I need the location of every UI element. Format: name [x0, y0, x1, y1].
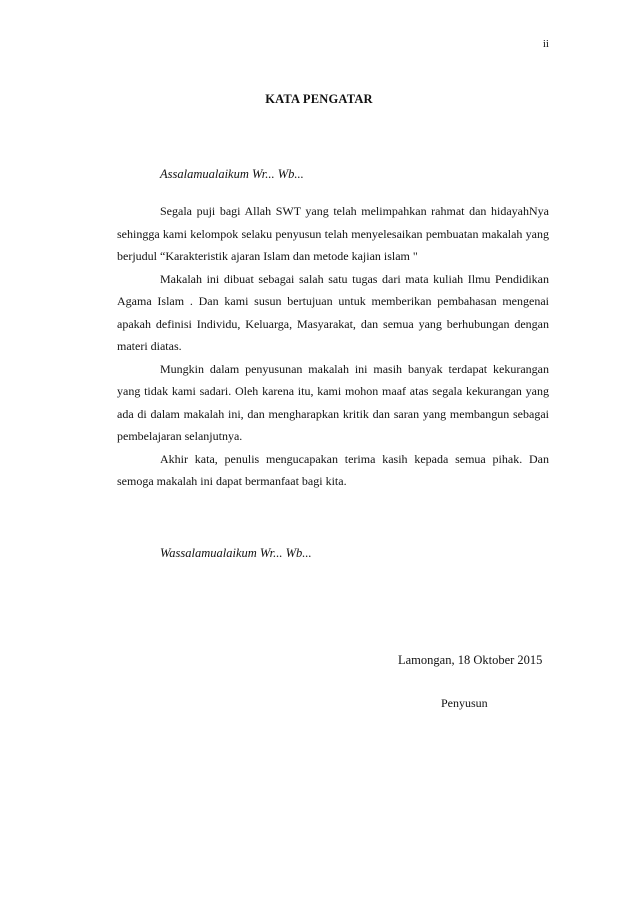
- signer-label: Penyusun: [441, 696, 488, 710]
- place-date: Lamongan, 18 Oktober 2015: [398, 653, 543, 667]
- opening-greeting: Assalamualaikum Wr... Wb...: [160, 167, 304, 181]
- body-text: [117, 200, 549, 493]
- paragraph-apology: Mungkin dalam penyusunan makalah ini masih banyak terdapat kekurangan yang tidak kami sadari. Oleh karena itu, kami mohon maaf atas segala kekurangan yang ada di dalam makalah ini, dan mengharapkan kritik dan saran yang membangun sebagai pembelajaran selanjutnya.: [117, 361, 549, 443]
- paragraph-thanks: Akhir kata, penulis mengucapakan terima kasih kepada semua pihak. Dan semoga makalah ini dapat bermanfaat bagi kita.: [117, 451, 549, 488]
- page-title: KATA PENGATAR: [265, 92, 373, 106]
- closing-greeting: Wassalamualaikum Wr... Wb...: [160, 546, 312, 560]
- paragraph-gratitude: Segala puji bagi Allah SWT yang telah melimpahkan rahmat dan hidayahNya sehingga kami kelompok selaku penyusun telah menyelesaikan pembuatan makalah yang berjudul “Karakteristik ajaran Islam dan metode kajian islam ": [117, 204, 549, 263]
- paragraph-purpose: Makalah ini dibuat sebagai salah satu tugas dari mata kuliah Ilmu Pendidikan Agama Islam . Dan kami susun bertujuan untuk memberikan pembahasan mengenai apakah definisi Individu, Keluarga, Masyarakat, dan semua yang berhubungan dengan materi diatas.: [117, 271, 549, 353]
- page-number: ii: [542, 38, 549, 50]
